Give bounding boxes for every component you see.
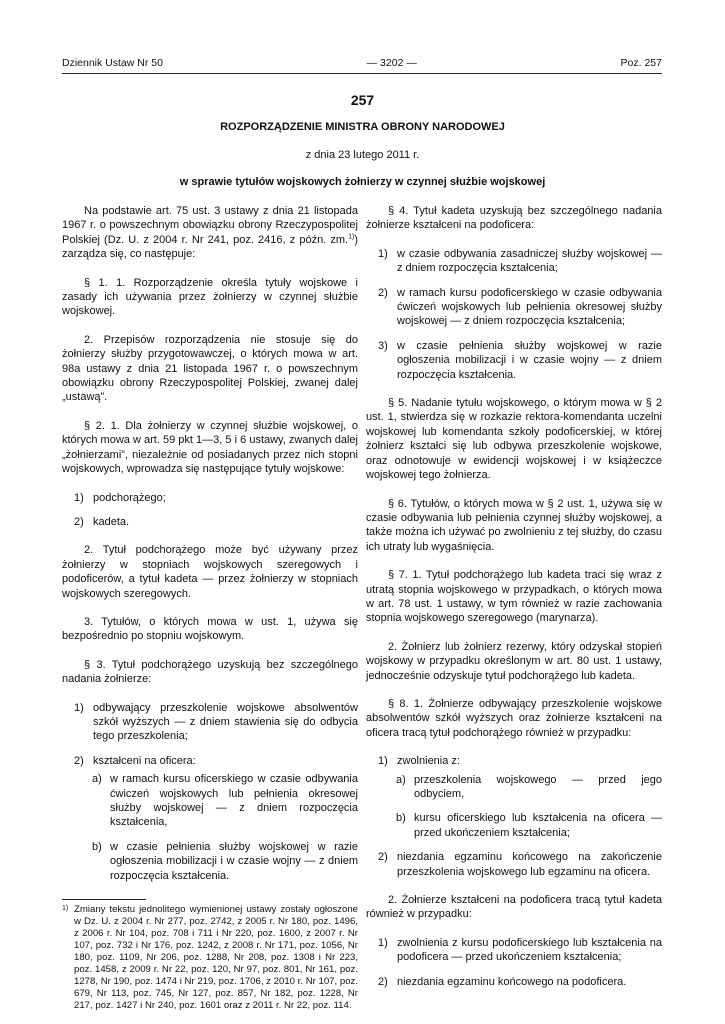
- list-item: [62, 754, 358, 768]
- list-number: 1): [378, 936, 388, 949]
- section-8-paragraph: § 8. 1. Żołnierze odbywający przeszkolenie wojskowe absolwentów szkół wyższych oraz żołnierze kształceni na oficera tracą tytuł podchorążego również w przypadku:: [366, 697, 662, 739]
- list-letter: b): [92, 840, 102, 853]
- list-text: kursu oficerskiego lub kształcenia na oficera — przed ukończeniem kształcenia;: [414, 812, 662, 839]
- list-number: 3): [378, 339, 388, 352]
- page-header: [62, 57, 662, 69]
- list-item: [62, 515, 358, 529]
- list-item: [366, 286, 662, 329]
- list-letter: a): [92, 773, 102, 786]
- act-number: 257: [350, 92, 375, 108]
- left-column: [62, 204, 358, 1012]
- legal-basis-end: ) zarządza się, co następuje:: [62, 233, 358, 261]
- section-2-paragraph: § 2. 1. Dla żołnierzy w czynnej służbie wojskowej, o których mowa w art. 59 pkt 1—3, 5 i 6 ustawy, zwanych dalej „żołnierzami”, niezależnie od posiadanych przez nich stopni wojskowych, wprowadza się następujące tytuły wojskowe:: [62, 419, 358, 476]
- list-text: w czasie odbywania zasadniczej służby wojskowej — z dniem rozpoczęcia kształcenia;: [397, 247, 662, 275]
- footnote-mark: 1): [62, 905, 69, 913]
- footnote-divider: [62, 899, 146, 900]
- list-number: 1): [74, 491, 84, 504]
- list-text: zwolnienia z:: [397, 755, 460, 768]
- list-number: 2): [378, 975, 388, 988]
- section-8-2-paragraph: 2. Żołnierze kształceni na podoficera tracą tytuł kadeta również w przypadku:: [366, 894, 662, 921]
- list-number: 2): [378, 286, 388, 299]
- list-text: zwolnienia z kursu podoficerskiego lub kształcenia na podoficera — przed ukończeniem kształcenia;: [397, 936, 662, 964]
- list-number: 2): [74, 515, 84, 528]
- list-item: [62, 701, 358, 744]
- list-number: 1): [378, 247, 388, 260]
- section-3-paragraph: § 3. Tytuł podchorążego uzyskują bez szczególnego nadania żołnierze:: [62, 658, 358, 686]
- list-number: 2): [378, 851, 388, 864]
- sublist-item: [62, 772, 358, 830]
- list-number: 1): [378, 755, 388, 768]
- position-number: Poz. 257: [620, 57, 662, 69]
- section-1-2-paragraph: 2. Przepisów rozporządzenia nie stosuje się do żołnierzy służby przygotowawczej, o których mowa w art. 98a ustawy z dnia 21 listopada 1967 r. o powszechnym obowiązku obrony Rzeczypospolitej Polskiej, zwanej dalej „ustawą”.: [62, 333, 358, 404]
- section-7-2-paragraph: 2. Żołnierz lub żołnierz rezerwy, który odzyskał stopień wojskowy w przypadku określonym w art. 80 ust. 1 ustawy, jednocześnie odzyskuje tytuł podchorążego lub kadeta.: [366, 640, 662, 682]
- footnote-text: Zmiany tekstu jednolitego wymienionej ustawy zostały ogłoszone w Dz. U. z 2004 r. Nr 277, poz. 2742, z 2005 r. Nr 180, poz. 1496, z 2006 r. Nr 104, poz. 708 i 711 i Nr 220, poz. 1600, z 2007 r. Nr 107, poz. 732 i Nr 176, poz. 1242, z 2008 r. Nr 171, poz. 1056, Nr 180, poz. 1109, Nr 206, poz. 1288, Nr 208, poz. 1308 i Nr 223, poz. 1458, z 2009 r. Nr 22, poz. 120, Nr 97, poz. 801, Nr 161, poz. 1278, Nr 190, poz. 1474 i Nr 219, poz. 1706, z 2010 r. Nr 107, poz. 679, Nr 113, poz. 745, Nr 127, poz. 857, Nr 182, poz. 1228, Nr 217, poz. 1427 i Nr 240, poz. 1601 oraz z 2011 r. Nr 22, poz. 114.: [74, 904, 358, 1012]
- list-item: [366, 936, 662, 965]
- sublist-item: [366, 773, 662, 802]
- journal-name: Dziennik Ustaw Nr 50: [62, 57, 163, 69]
- list-text: podchorążego;: [93, 491, 166, 504]
- list-letter: a): [396, 773, 406, 786]
- legal-basis-text: Na podstawie art. 75 ust. 3 ustawy z dnia 21 listopada 1967 r. o powszechnym obowiązku obrony Rzeczypospolitej Polskiej (Dz. U. z 2004 r. Nr 241, poz. 2416, z późn. zm.: [62, 205, 358, 246]
- act-subject: w sprawie tytułów wojskowych żołnierzy w czynnej służbie wojskowej: [179, 176, 546, 188]
- section-2-3-paragraph: 3. Tytułów, o których mowa w ust. 1, używa się bezpośrednio po stopniu wojskowym.: [62, 615, 358, 643]
- sublist-item: [366, 811, 662, 840]
- footnote: [62, 904, 358, 1012]
- section-2-2-paragraph: 2. Tytuł podchorążego może być używany przez żołnierzy w stopniach wojskowych szeregowych i podoficerów, a tytuł kadeta — przez żołnierzy w stopniach wojskowych szeregowych.: [62, 544, 358, 600]
- list-text: przeszkolenia wojskowego — przed jego odbyciem,: [414, 773, 662, 800]
- list-text: kadeta.: [93, 515, 130, 528]
- list-item: [366, 975, 662, 989]
- list-text: w ramach kursu podoficerskiego w czasie odbywania ćwiczeń wojskowych lub pełnienia okresowej służby wojskowej — z dniem rozpoczęcia kształcenia;: [397, 286, 662, 328]
- list-text: odbywający przeszkolenie wojskowe absolwentów szkół wyższych — z dniem stawienia się do odbycia tego przeszkolenia;: [93, 701, 358, 743]
- header-divider: [62, 73, 662, 74]
- sublist-item: [62, 840, 358, 883]
- list-item: [62, 491, 358, 505]
- act-date: z dnia 23 lutego 2011 r.: [305, 149, 420, 161]
- list-text: w czasie pełnienia służby wojskowej w razie ogłoszenia mobilizacji i w czasie wojny — z dniem rozpoczęcia kształcenia.: [110, 840, 358, 882]
- list-number: 2): [74, 754, 84, 767]
- list-text: niezdania egzaminu końcowego na zakończenie przeszkolenia wojskowego lub egzaminu na oficera.: [397, 851, 662, 878]
- list-item: [366, 754, 662, 768]
- section-6-paragraph: § 6. Tytułów, o których mowa w § 2 ust. 1, używa się w czasie odbywania lub pełnienia czynnej służby wojskowej, a także można ich używać po zwolnieniu z tej służby, do czasu ich utraty lub wygaśnięcia.: [366, 497, 662, 553]
- section-7-paragraph: § 7. 1. Tytuł podchorążego lub kadeta traci się wraz z utratą stopnia wojskowego w przypadkach, o których mowa w art. 78 ust. 1 ustawy, w tym również w razie zachowania stopnia wojskowego szeregowego (marynarza).: [366, 569, 662, 625]
- list-item: [366, 850, 662, 879]
- section-1-paragraph: § 1. 1. Rozporządzenie określa tytuły wojskowe i zasady ich używania przez żołnierzy w czynnej służbie wojskowej.: [62, 276, 358, 318]
- list-text: kształceni na oficera:: [93, 754, 196, 767]
- section-5-paragraph: § 5. Nadanie tytułu wojskowego, o którym mowa w § 2 ust. 1, stwierdza się w rozkazie rektora-komendanta uczelni wojskowej lub komendanta szkoły podoficerskiej, w której żołnierz kształci się lub odbywa przeszkolenie wojskowe, oraz odnotowuje w ewidencji wojskowej i w książeczce wojskowej tego żołnierza.: [366, 397, 662, 482]
- list-text: w ramach kursu oficerskiego w czasie odbywania ćwiczeń wojskowych lub pełnienia okresowej służby wojskowej — z dniem rozpoczęcia kształcenia,: [110, 773, 358, 829]
- legal-basis-paragraph: [62, 204, 358, 262]
- section-4-paragraph: § 4. Tytuł kadeta uzyskują bez szczególnego nadania żołnierze kształceni na podoficera:: [366, 205, 662, 232]
- list-text: w czasie pełnienia służby wojskowej w razie ogłoszenia mobilizacji i w czasie wojny — z dniem rozpoczęcia kształcenia.: [397, 339, 662, 381]
- list-item: [366, 339, 662, 382]
- list-number: 1): [74, 701, 84, 714]
- act-title: ROZPORZĄDZENIE MINISTRA OBRONY NARODOWEJ: [220, 121, 505, 133]
- list-letter: b): [396, 812, 406, 825]
- list-text: niezdania egzaminu końcowego na podoficera.: [397, 975, 627, 988]
- footnote-reference[interactable]: 1): [348, 233, 355, 241]
- right-column: [366, 204, 662, 999]
- page-number: — 3202 —: [366, 57, 417, 69]
- list-item: [366, 247, 662, 276]
